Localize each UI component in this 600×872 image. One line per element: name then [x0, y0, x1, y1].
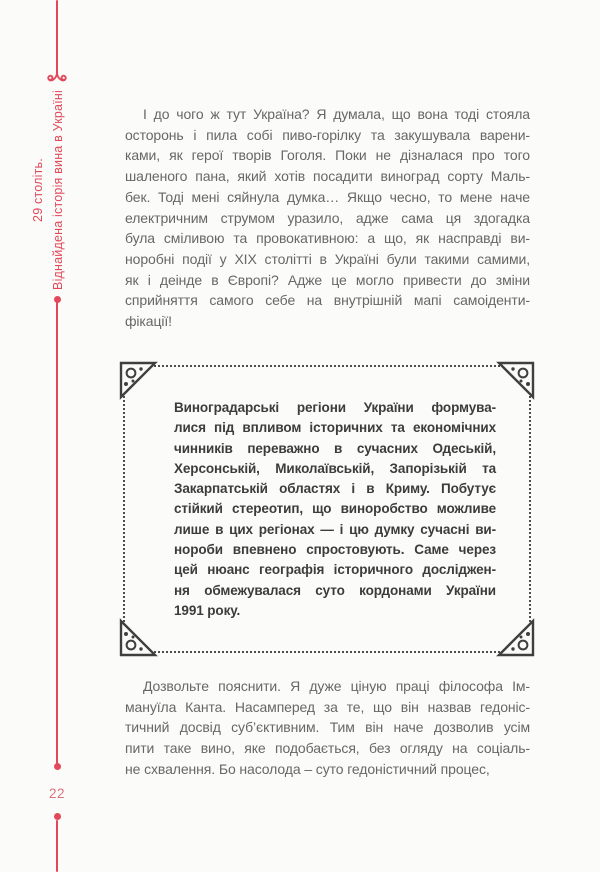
text-line: бек. Тоді мені сяйнула думка… Якщо чесно, то мене наче	[125, 188, 530, 205]
text-line: фікації!	[125, 313, 172, 330]
text-line: була сміливою та провокативною: а що, як насправді ви-	[125, 230, 530, 247]
text-line: ками, як герої творів Гоголя. Поки не дізналася про того	[125, 147, 530, 164]
text-line: нороби впевнено спростовують. Саме через	[174, 542, 496, 558]
rule-end-dot	[54, 763, 61, 770]
text-line: як і деінде в Європі? Адже це могло привести до зміни	[125, 271, 530, 288]
flourish-ornament-icon	[44, 62, 70, 88]
text-line: пити таке вино, яке подобається, без огляду на соціаль-	[125, 740, 530, 757]
text-line: лише в цих регіонах — і цю думку сучасні ви-	[174, 521, 496, 537]
rule-end-dot	[54, 813, 61, 820]
text-line: тичний досвід суб’єктивним. Тим він наче дозволив усім	[125, 719, 530, 736]
text-line: норобні події у XIX столітті в Україні були такими самими,	[125, 250, 530, 267]
page-number: 22	[48, 786, 66, 801]
text-line: Виноградарські регіони України формува-	[174, 400, 496, 415]
text-line: Дозвольте пояснити. Я дуже ціную праці філософа Ім-	[143, 678, 530, 694]
text-line: 1991 року.	[174, 602, 241, 618]
text-line: шаленого пана, який хотів посадити виноград сорту Маль-	[125, 168, 530, 185]
text-line: не схвалення. Бо насолода – суто гедоністичний процес,	[125, 760, 490, 777]
margin-rule-top	[56, 0, 58, 65]
corner-ornament-icon	[118, 618, 158, 658]
corner-ornament-icon	[496, 618, 536, 658]
series-title-vertical: 29 століть.	[31, 158, 45, 222]
callout-text	[174, 398, 496, 621]
text-line: осторонь і пила собі пиво-горілку та закушувала варени-	[125, 126, 530, 143]
text-line: електричним струмом уразило, адже сама ця здогадка	[125, 209, 530, 226]
text-line: мануїла Канта. Насамперед за те, що він назвав гедоніс-	[125, 698, 530, 715]
corner-ornament-icon	[118, 360, 158, 400]
text-line: Закарпатській областях і в Криму. Побутує	[174, 481, 496, 497]
text-line: стійкий стереотип, що виноробство можливе	[174, 501, 496, 517]
text-line: сприйняття самого себе на внутрішній мапі самоіденти-	[125, 292, 530, 309]
book-title-vertical: Віднайдена історія вина в Україні	[51, 90, 65, 290]
text-line: ня обмежувалася суто кордонами України	[174, 582, 496, 598]
body-paragraph-1	[125, 104, 530, 332]
margin-rule-middle	[56, 300, 58, 764]
text-line: І до чого ж тут Україна? Я думала, що вона тоді стояла	[143, 106, 530, 122]
text-line: лися під впливом історичних та економічних	[174, 420, 496, 436]
text-line: чинників переважно в сучасних Одеській,	[174, 440, 496, 456]
margin-rule-bottom	[56, 820, 58, 872]
callout-box	[123, 365, 531, 653]
corner-ornament-icon	[496, 360, 536, 400]
body-paragraph-2	[125, 676, 530, 780]
text-line: Херсонській, Миколаївській, Запорізькій та	[174, 460, 496, 476]
text-line: цей нюанс географія історичного досліджен-	[174, 562, 496, 578]
